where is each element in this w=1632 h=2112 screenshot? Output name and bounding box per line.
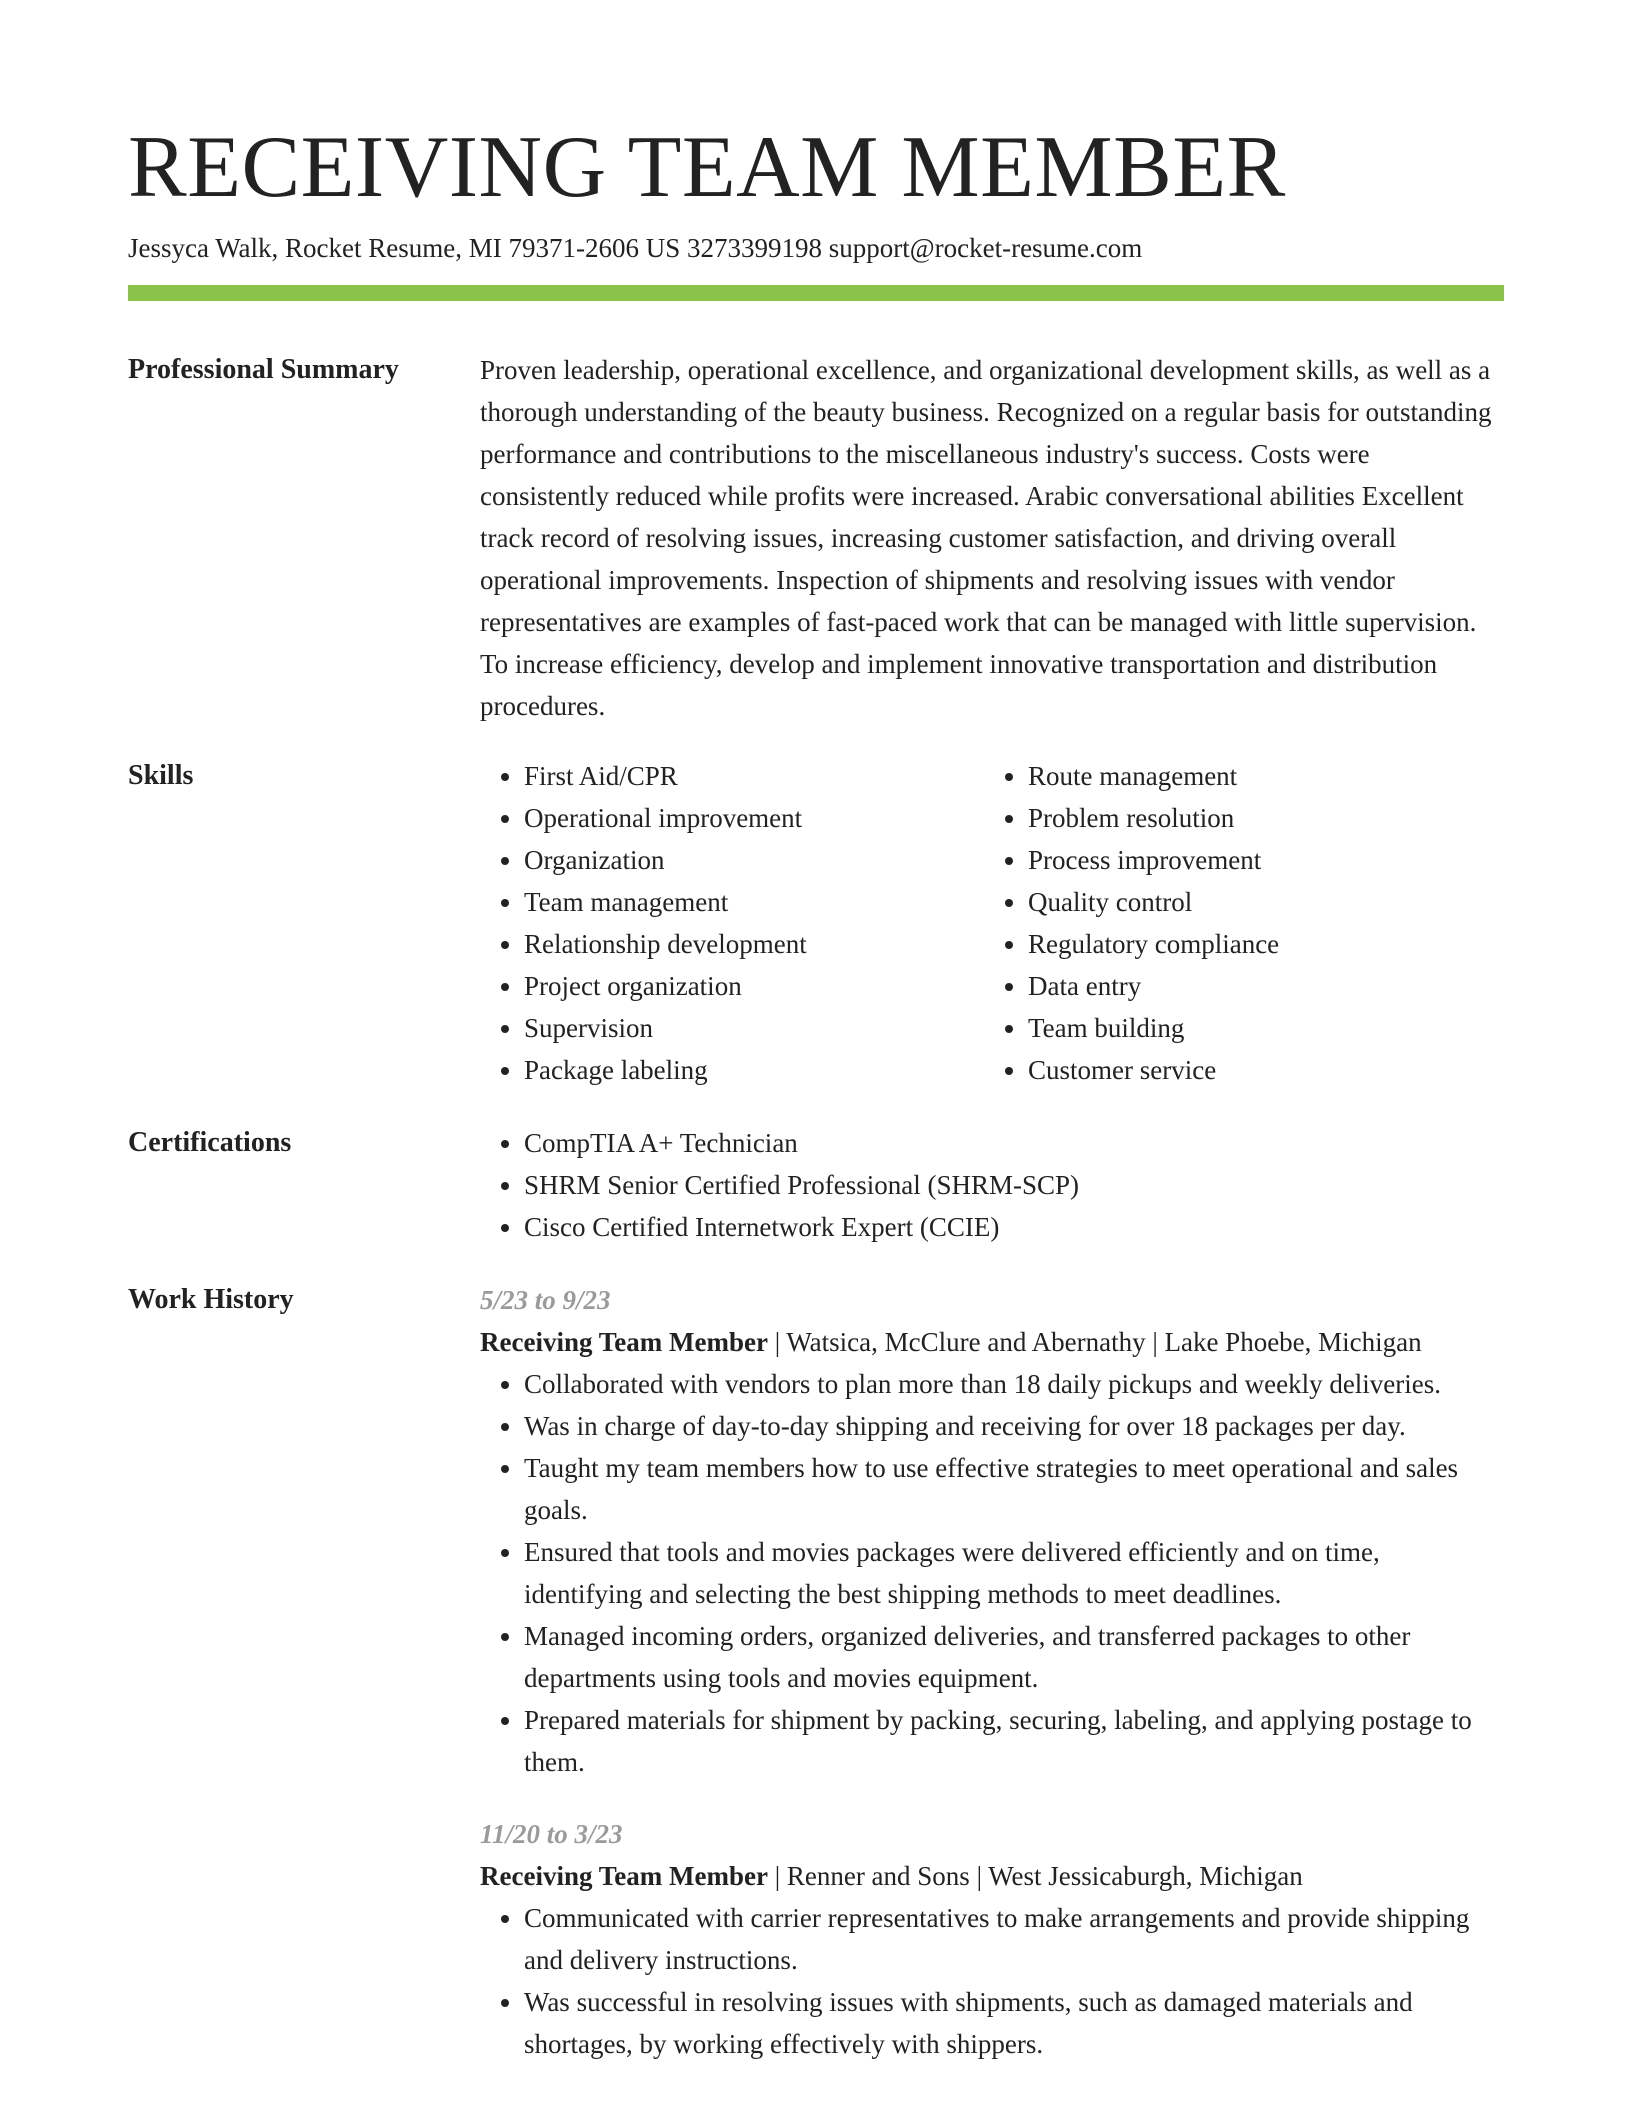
skill-item: • Supervision bbox=[524, 1007, 980, 1049]
skills-label: Skills bbox=[128, 760, 194, 791]
work-history-body bbox=[480, 1279, 1504, 2065]
skills-column-left bbox=[480, 755, 980, 1091]
job-dates: 11/20 to 3/23 bbox=[480, 1819, 623, 1849]
contact-line: Jessyca Walk, Rocket Resume, MI 79371-2606 US 3273399198 support@rocket-resume.com bbox=[128, 233, 1143, 263]
job-entry bbox=[480, 1813, 1504, 2065]
certification-item: • CompTIA A+ Technician bbox=[524, 1122, 1504, 1164]
job-employer-location: | Renner and Sons | West Jessicaburgh, Michigan bbox=[767, 1861, 1303, 1891]
skill-item: • Customer service bbox=[1028, 1049, 1484, 1091]
job-bullet: • Communicated with carrier representatives to make arrangements and provide shipping and delivery instructions. bbox=[524, 1897, 1504, 1981]
job-bullet: • Ensured that tools and movies packages were delivered efficiently and on time, identifying and selecting the best shipping methods to meet deadlines. bbox=[524, 1531, 1504, 1615]
skill-item: • Quality control bbox=[1028, 881, 1484, 923]
job-employer-location: | Watsica, McClure and Abernathy | Lake Phoebe, Michigan bbox=[767, 1327, 1422, 1357]
skill-item: • Data entry bbox=[1028, 965, 1484, 1007]
certifications-list bbox=[480, 1122, 1504, 1248]
job-bullet: • Was in charge of day-to-day shipping and receiving for over 18 packages per day. bbox=[524, 1405, 1504, 1447]
certification-item: • SHRM Senior Certified Professional (SHRM-SCP) bbox=[524, 1164, 1504, 1206]
job-bullet: • Managed incoming orders, organized deliveries, and transferred packages to other departments using tools and movies equipment. bbox=[524, 1615, 1504, 1699]
job-heading bbox=[480, 1321, 1504, 1363]
skills-list-left bbox=[480, 755, 980, 1091]
summary-text: Proven leadership, operational excellence, and organizational development skills, as well as a thorough understanding of the beauty business. Recognized on a regular basis for outstanding performance and contributions to the miscellaneous industry's success. Costs were consistently reduced while profits were increased. Arabic conversational abilities Excellent track record of resolving issues, increasing customer satisfaction, and driving overall operational improvements. Inspection of shipments and resolving issues with vendor representatives are examples of fast-paced work that can be managed with little supervision. To increase efficiency, develop and implement innovative transportation and distribution procedures. bbox=[480, 355, 1492, 721]
job-role: Receiving Team Member bbox=[480, 1327, 768, 1357]
job-bullet: • Prepared materials for shipment by packing, securing, labeling, and applying postage to them. bbox=[524, 1699, 1504, 1783]
resume-title: RECEIVING TEAM MEMBER bbox=[128, 119, 1286, 216]
job-entry bbox=[480, 1279, 1504, 1783]
summary-label: Professional Summary bbox=[128, 354, 399, 385]
skill-item: • Relationship development bbox=[524, 923, 980, 965]
skill-item: • Project organization bbox=[524, 965, 980, 1007]
skill-item: • Regulatory compliance bbox=[1028, 923, 1484, 965]
job-bullet: • Taught my team members how to use effective strategies to meet operational and sales goals. bbox=[524, 1447, 1504, 1531]
job-bullet: • Collaborated with vendors to plan more than 18 daily pickups and weekly deliveries. bbox=[524, 1363, 1504, 1405]
skills-body bbox=[480, 755, 1504, 1091]
skills-columns bbox=[480, 755, 1504, 1091]
skill-item: • Team management bbox=[524, 881, 980, 923]
skill-item: • First Aid/CPR bbox=[524, 755, 980, 797]
certifications-label: Certifications bbox=[128, 1127, 292, 1158]
skill-item: • Route management bbox=[1028, 755, 1484, 797]
skill-item: • Team building bbox=[1028, 1007, 1484, 1049]
certification-item: • Cisco Certified Internetwork Expert (CCIE) bbox=[524, 1206, 1504, 1248]
job-bullet-list bbox=[480, 1897, 1504, 2065]
job-heading bbox=[480, 1855, 1504, 1897]
certifications-body bbox=[480, 1122, 1504, 1248]
accent-divider bbox=[128, 285, 1504, 301]
skills-column-right bbox=[984, 755, 1484, 1091]
skill-item: • Organization bbox=[524, 839, 980, 881]
job-bullet: • Was successful in resolving issues with shipments, such as damaged materials and shortages, by working effectively with shippers. bbox=[524, 1981, 1504, 2065]
skill-item: • Package labeling bbox=[524, 1049, 980, 1091]
skill-item: • Problem resolution bbox=[1028, 797, 1484, 839]
skills-list-right bbox=[984, 755, 1484, 1091]
job-dates: 5/23 to 9/23 bbox=[480, 1285, 611, 1315]
work-history-label: Work History bbox=[128, 1284, 294, 1315]
job-role: Receiving Team Member bbox=[480, 1861, 768, 1891]
job-bullet-list bbox=[480, 1363, 1504, 1783]
summary-body bbox=[480, 349, 1504, 727]
skill-item: • Operational improvement bbox=[524, 797, 980, 839]
skill-item: • Process improvement bbox=[1028, 839, 1484, 881]
